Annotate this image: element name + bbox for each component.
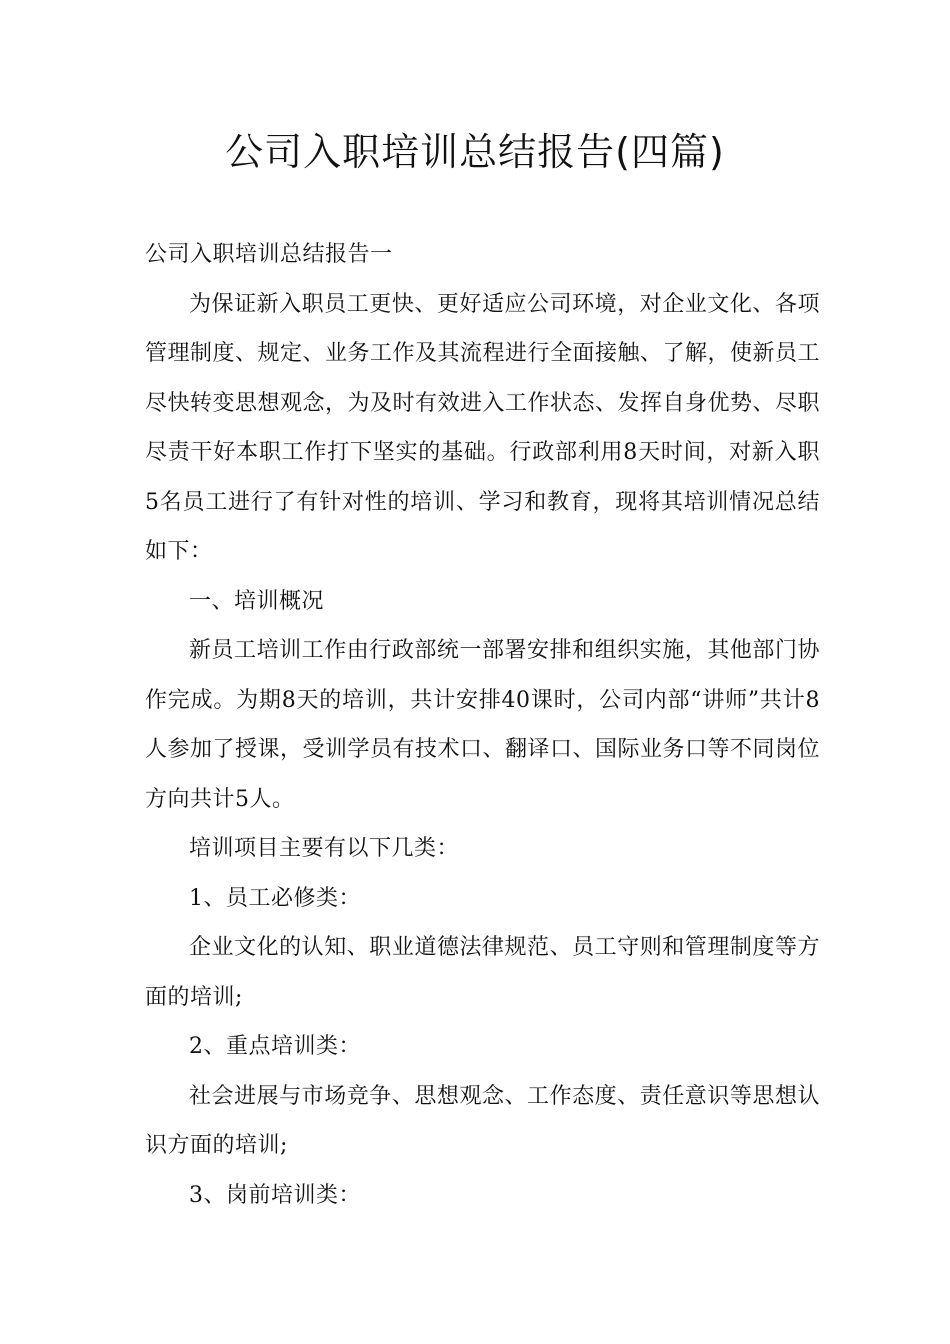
list-item-heading: 2、重点培训类： [189, 1034, 361, 1059]
paragraph: 为保证新入职员工更快、更好适应公司环境，对企业文化、各项管理制度、规定、业务工作及其流程进行全面接触、了解，使新员工尽快转变思想观念，为及时有效进入工作状态、发挥自身优势、尽职尽责干好本职工作打下坚实的基础。行政部利用8天时间，对新入职5名员工进行了有针对性的培训、学习和教育，现将其培训情况总结如下： [145, 291, 821, 564]
document-title: 公司入职培训总结报告(四篇) [225, 130, 725, 174]
document-body [145, 230, 820, 1220]
paragraph: 企业文化的认知、职业道德法律规范、员工守则和管理制度等方面的培训; [145, 935, 820, 1010]
subheading: 一、培训概况 [189, 588, 325, 614]
section-heading: 公司入职培训总结报告一 [145, 242, 393, 267]
paragraph: 培训项目主要有以下几类： [189, 836, 460, 861]
list-item-heading: 1、员工必修类： [189, 885, 361, 911]
paragraph: 社会进展与市场竞争、思想观念、工作态度、责任意识等思想认识方面的培训; [145, 1083, 820, 1158]
paragraph: 新员工培训工作由行政部统一部署安排和组织实施，其他部门协作完成。为期8天的培训，共计安排40课时，公司内部“讲师”共计8人参加了授课，受训学员有技术口、翻译口、国际业务口等不同岗位方向共计5人。 [145, 638, 821, 812]
list-item-heading: 3、岗前培训类： [189, 1182, 361, 1208]
